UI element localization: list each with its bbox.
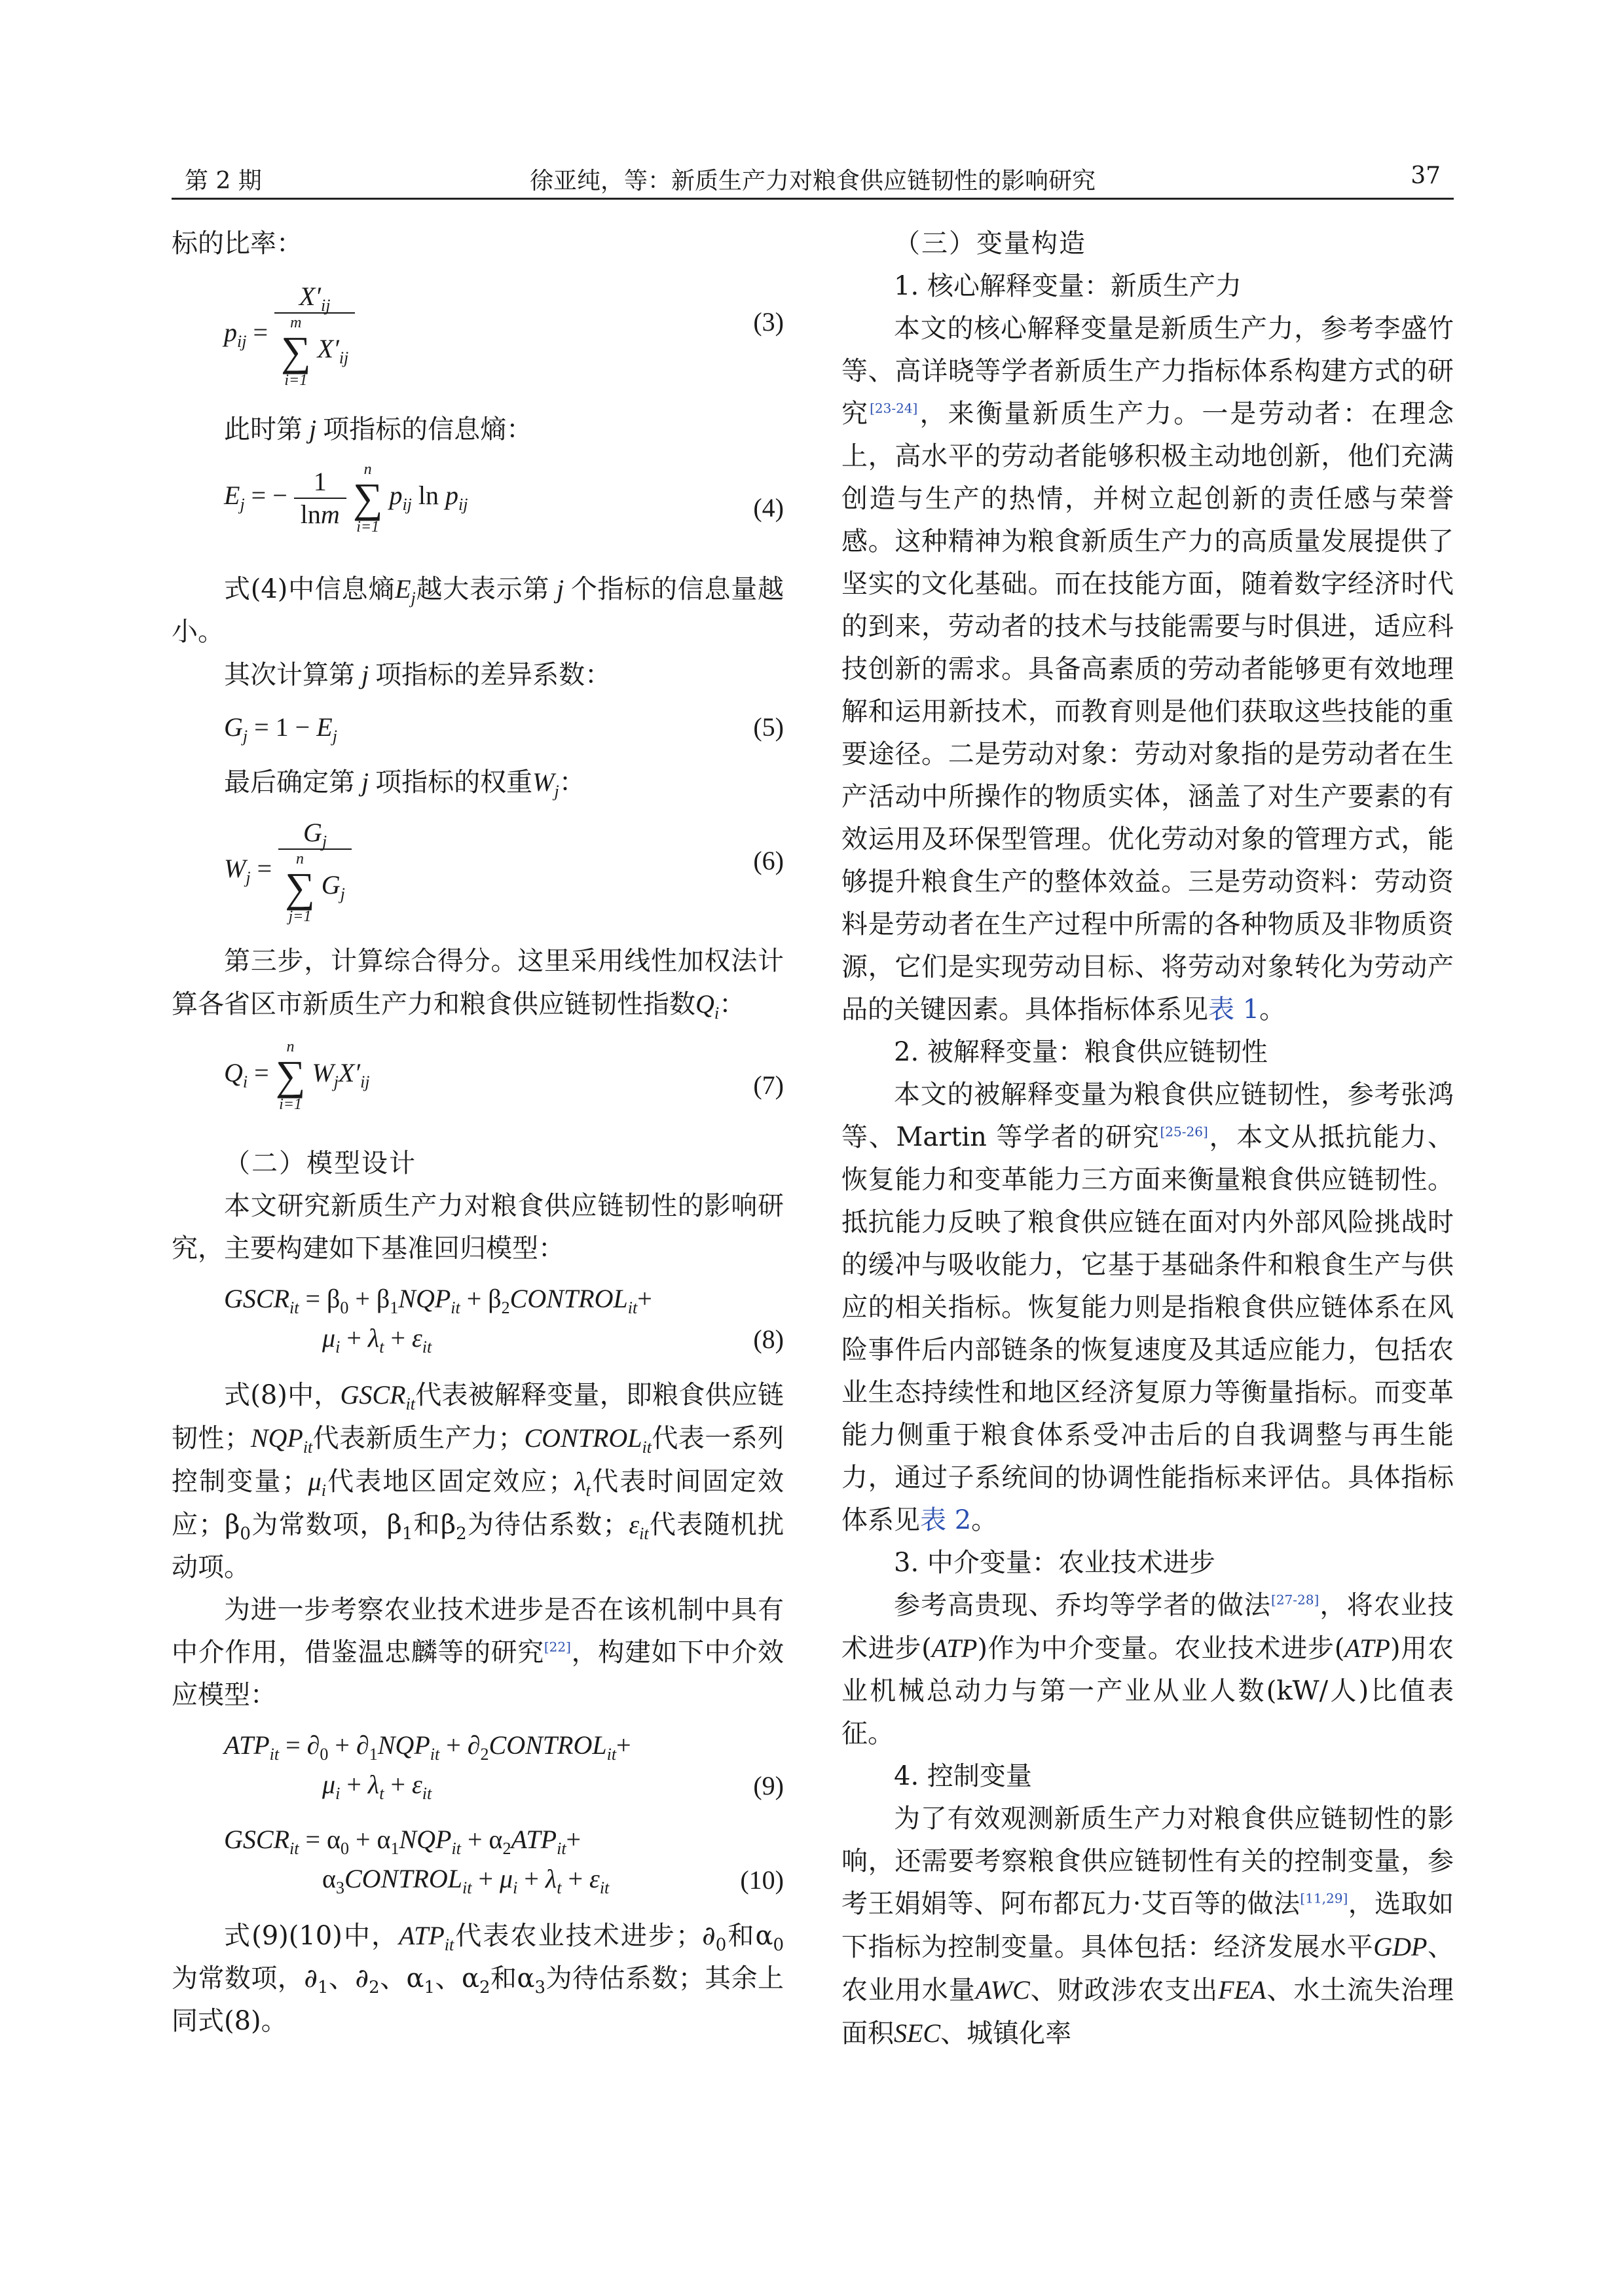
paragraph: 参考高贵现、乔均等学者的做法[27-28]，将农业技术进步(ATP)作为中介变量。农业技术进步(ATP)用农业机械总动力与第一产业从业人数(kW/人)比值表征。	[841, 1590, 1454, 1749]
paragraph: 式(9)(10)中，$ATP_{it}$代表农业技术进步；$\partial_0$和$\alpha_0$为常数项，$\partial_1$、$\partial_2$、$\alpha_1$、$\alpha_2$和$\alpha_3$为待估系数；其余上同式(8)。	[172, 1921, 784, 2036]
paragraph: 式(8)中，$GSCR_{it}$代表被解释变量，即粮食供应链韧性；$NQP_{it}$代表新质生产力；$CONTROL_{it}$代表一系列控制变量；$\mu_i$代表地区固定效应；$\lambda_t$代表时间固定效应；$\beta_0$为常数项，$\beta_1$和$\beta_2$为待估系数；$\varepsilon_{it}$代表随机扰动项。	[172, 1380, 784, 1582]
table-link[interactable]: 表 1	[1208, 994, 1260, 1025]
equation-4: $E_j$ = − $\frac{1}{\ln m}$ n ∑ i=1 $p_{ij}$ $\ln p_{ij}$ (4)	[224, 461, 784, 536]
paragraph: 为进一步考察农业技术进步是否在该机制中具有中介作用，借鉴温忠麟等的研究[22]，构建如下中介效应模型：	[172, 1595, 784, 1710]
citation[interactable]: [25-26]	[1160, 1123, 1208, 1140]
paragraph: 其次计算第 j 项指标的差异系数：	[224, 660, 612, 690]
equation-3: $p_{ij}$ = $X'_{ij}$ m ∑ i=1 $X'_{ij}$ (3)	[224, 282, 784, 389]
subsection-heading: 1. 核心解释变量：新质生产力	[894, 271, 1242, 301]
equation-number: (9)	[753, 1771, 784, 1800]
subsection-heading: 4. 控制变量	[894, 1761, 1032, 1791]
paragraph: 最后确定第 j 项指标的权重$W_j$：	[224, 767, 585, 801]
equation-6: $W_j$ = $G_j$ n ∑ j=1 $G_j$ (6)	[224, 818, 784, 925]
equation-number: (10)	[740, 1865, 784, 1895]
citation[interactable]: [27-28]	[1271, 1592, 1320, 1608]
equation-7: $Q_i$ = n ∑ i=1 $W_jX'_{ij}$ (7)	[224, 1038, 784, 1113]
paragraph: 标的比率：	[172, 228, 303, 259]
running-header	[172, 158, 1454, 200]
left-column	[172, 223, 784, 2043]
paragraph: 此时第 j 项指标的信息熵：	[224, 414, 533, 445]
equation-number: (8)	[753, 1324, 784, 1354]
table-link[interactable]: 表 2	[920, 1505, 972, 1535]
section-heading: （二）模型设计	[224, 1148, 416, 1178]
equation-number: (3)	[753, 307, 784, 337]
subsection-heading: 3. 中介变量：农业技术进步	[894, 1548, 1215, 1578]
citation[interactable]: [22]	[544, 1639, 571, 1655]
running-title: 徐亚纯，等：新质生产力对粮食供应链韧性的影响研究	[529, 168, 1096, 194]
page-number: 37	[1411, 162, 1441, 189]
equation-9: $ATP_{it} = \partial_0 + \partial_1NQP_{it}$ + $\partial_2CONTROL_{it}+$ $\mu_i + \lambda_t + \varepsilon_{it}$ (9)	[172, 1726, 784, 1811]
paragraph: 本文研究新质生产力对粮食供应链韧性的影响研究，主要构建如下基准回归模型：	[172, 1191, 784, 1264]
paragraph: 本文的被解释变量为粮食供应链韧性，参考张鸿等、Martin 等学者的研究[25-26]，本文从抵抗能力、恢复能力和变革能力三方面来衡量粮食供应链韧性。抵抗能力反映了粮食供应链在面对内外部风险挑战时的缓冲与吸收能力，它基于基础条件和粮食生产与供应的相关指标。恢复能力则是指粮食供应链体系在风险事件后内部链条的恢复速度及其适应能力，包括农业生态持续性和地区经济复原力等衡量指标。而变革能力侧重于粮食体系受冲击后的自我调整与再生能力，通过子系统间的协调性能指标来评估。具体指标体系见表 2。	[841, 1080, 1454, 1535]
equation-number: (5)	[753, 712, 784, 742]
paragraph: 第三步，计算综合得分。这里采用线性加权法计算各省区市新质生产力和粮食供应链韧性指数$Q_i$：	[172, 946, 784, 1023]
subsection-heading: 2. 被解释变量：粮食供应链韧性	[894, 1037, 1268, 1067]
citation[interactable]: [23-24]	[870, 400, 918, 416]
equation-number: (4)	[753, 493, 784, 522]
right-column	[841, 223, 1454, 2055]
equation-number: (7)	[753, 1070, 784, 1100]
equation-10: $GSCR_{it} = \alpha_0 + \alpha_1NQP_{it} + \alpha_2ATP_{it}+$ $\alpha_3CONTROL_{it} + \mu_i + \lambda_t + \varepsilon_{it}$ (10)	[172, 1820, 784, 1905]
paragraph: 本文的核心解释变量是新质生产力，参考李盛竹等、高详晓等学者新质生产力指标体系构建方式的研究[23-24]，来衡量新质生产力。一是劳动者：在理念上，高水平的劳动者能够积极主动地创新，他们充满创造与生产的热情，并树立起创新的责任感与荣誉感。这种精神为粮食新质生产力的高质量发展提供了坚实的文化基础。而在技能方面，随着数字经济时代的到来，劳动者的技术与技能需要与时俱进，适应科技创新的需求。具备高素质的劳动者能够更有效地理解和运用新技术，而教育则是他们获取这些技能的重要途径。二是劳动对象：劳动对象指的是劳动者在生产活动中所操作的物质实体，涵盖了对生产要素的有效运用及环保型管理。优化劳动对象的管理方式，能够提升粮食生产的整体效益。三是劳动资料：劳动资料是劳动者在生产过程中所需的各种物质及非物质资源，它们是实现劳动目标、将劳动对象转化为劳动产品的关键因素。具体指标体系见表 1。	[841, 314, 1454, 1025]
equation-number: (6)	[753, 846, 784, 875]
paragraph: 式(4)中信息熵$E_j$越大表示第 j 个指标的信息量越小。	[172, 574, 784, 647]
section-heading: （三）变量构造	[894, 228, 1086, 259]
citation[interactable]: [11,29]	[1300, 1890, 1348, 1906]
equation-8: $GSCR_{it} = \beta_0 + \beta_1NQP_{it}$ + $\beta_2CONTROL_{it}+$ $\mu_i + \lambda_t + \varepsilon_{it}$ (8)	[172, 1279, 784, 1364]
paragraph: 为了有效观测新质生产力对粮食供应链韧性的影响，还需要考察粮食供应链韧性有关的控制变量，参考王娟娟等、阿布都瓦力·艾百等的做法[11,29]，选取如下指标为控制变量。具体包括：经济发展水平GDP、农业用水量AWC、财政涉农支出FEA、水土流失治理面积SEC、城镇化率	[841, 1804, 1454, 2049]
equation-5: $G_j = 1 - E_j$ (5)	[172, 706, 784, 752]
issue-label: 第 2 期	[185, 168, 262, 194]
